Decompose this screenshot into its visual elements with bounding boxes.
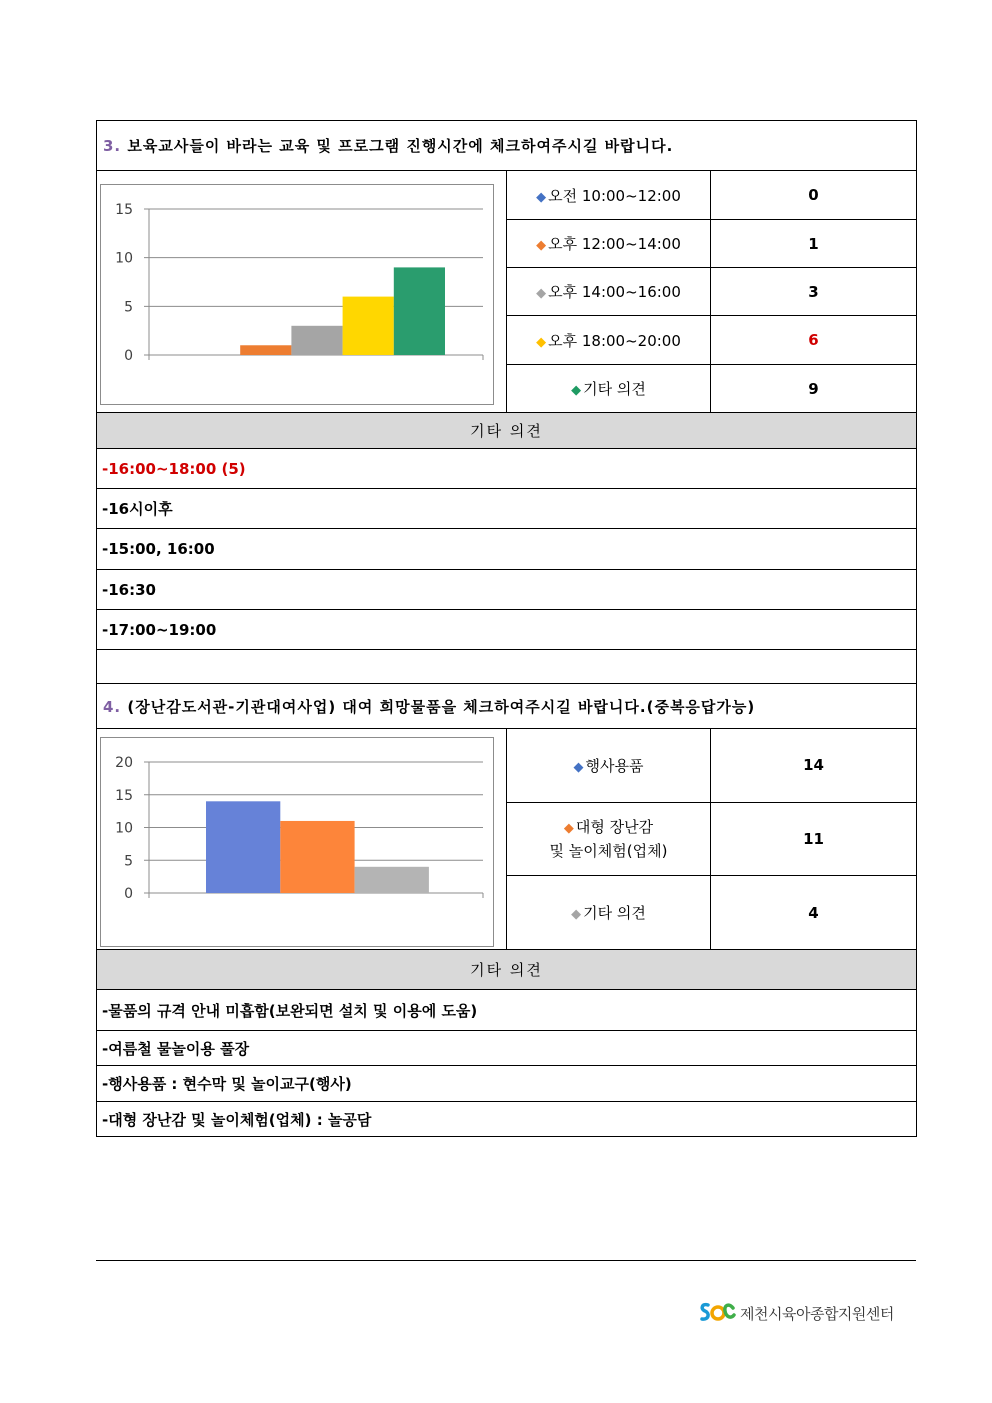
comment-line: -대형 장난감 및 놀이체험(업체) : 놀공담: [97, 1102, 917, 1137]
question-text: 보육교사들이 바라는 교육 및 프로그램 진행시간에 체크하여주시길 바랍니다.: [127, 137, 674, 155]
y-tick-label: 0: [124, 348, 133, 364]
bar: [394, 267, 445, 355]
y-tick-label: 5: [124, 853, 133, 870]
comment-line: -물품의 규격 안내 미흡함(보완되면 설치 및 이용에 도움): [97, 990, 917, 1031]
comment-line: -17:00~19:00: [97, 610, 917, 650]
diamond-icon: ◆: [563, 820, 574, 836]
value-cell: 9: [711, 365, 917, 413]
comment-line: -16시이후: [97, 489, 917, 529]
option-cell: [507, 171, 711, 220]
question-text: (장난감도서관-기관대여사업) 대여 희망물품을 체크하여주시길 바랍니다.(중복응답가능): [127, 697, 756, 716]
comment-line: -행사용품 : 현수막 및 놀이교구(행사): [97, 1066, 917, 1102]
option-label: 오후 18:00~20:00: [548, 331, 681, 350]
option-label: 오후 12:00~14:00: [548, 235, 681, 253]
other-opinions-header: 기타 의견: [97, 413, 917, 449]
value-cell: 1: [711, 220, 917, 268]
value-cell: 14: [711, 729, 917, 803]
other-opinions-header: 기타 의견: [97, 950, 917, 990]
value-cell: 6: [711, 316, 917, 365]
option-label: 오후 14:00~16:00: [548, 283, 681, 301]
comment-line: -15:00, 16:00: [97, 529, 917, 570]
option-label: 행사용품: [585, 756, 644, 775]
question-number: 3.: [103, 137, 122, 155]
chart-cell: [97, 171, 507, 413]
diamond-icon: ◆: [536, 334, 547, 350]
option-label: 기타 의견: [583, 904, 646, 923]
bar: [206, 801, 280, 893]
option-cell: [507, 365, 711, 413]
y-tick-label: 20: [115, 755, 133, 771]
value-cell: 3: [711, 268, 917, 316]
bar: [280, 821, 354, 893]
y-tick-label: 15: [115, 787, 133, 804]
comment-line: -여름철 물놀이용 풀장: [97, 1031, 917, 1066]
option-cell: [507, 876, 711, 950]
org-name: 제천시육아종합지원센터: [740, 1304, 894, 1323]
diamond-icon: ◆: [536, 286, 547, 301]
section4-table: [96, 683, 917, 1137]
bar: [291, 326, 342, 355]
comment-line: -16:30: [97, 570, 917, 610]
bar: [240, 345, 291, 355]
option-cell: [507, 268, 711, 316]
diamond-icon: ◆: [571, 907, 582, 923]
option-cell: [507, 729, 711, 803]
footer-logo: [698, 1298, 894, 1328]
footer-divider: [96, 1260, 916, 1261]
rental-items-chart: [101, 738, 493, 946]
time-preference-chart: [101, 185, 493, 404]
value-cell: 0: [711, 171, 917, 220]
y-tick-label: 0: [124, 886, 133, 902]
question-number: 4.: [103, 697, 122, 716]
y-tick-label: 10: [115, 250, 133, 267]
option-label-line2: 및 놀이체험(업체): [549, 841, 668, 860]
section3-table: [96, 120, 917, 684]
value-cell: 4: [711, 876, 917, 950]
diamond-icon: ◆: [571, 383, 582, 398]
section4-question: [97, 684, 917, 729]
y-tick-label: 5: [124, 299, 133, 316]
diamond-icon: ◆: [536, 189, 547, 205]
section3-question: [97, 121, 917, 171]
bar: [343, 297, 394, 355]
option-label: 오전 10:00~12:00: [548, 186, 681, 205]
comment-line: -16:00~18:00 (5): [97, 449, 917, 489]
option-cell: [507, 220, 711, 268]
chart-frame: [100, 737, 494, 947]
option-label: 대형 장난감: [575, 817, 654, 836]
diamond-icon: ◆: [536, 238, 547, 253]
bar: [355, 867, 429, 893]
y-tick-label: 10: [115, 820, 133, 837]
org-logo-icon: [698, 1300, 736, 1326]
chart-frame: [100, 184, 494, 405]
diamond-icon: ◆: [573, 759, 584, 775]
y-tick-label: 15: [115, 202, 133, 218]
option-cell: [507, 802, 711, 876]
option-cell: [507, 316, 711, 365]
option-label: 기타 의견: [583, 380, 646, 398]
comment-line: [97, 650, 917, 684]
chart-cell: [97, 729, 507, 950]
value-cell: 11: [711, 802, 917, 876]
